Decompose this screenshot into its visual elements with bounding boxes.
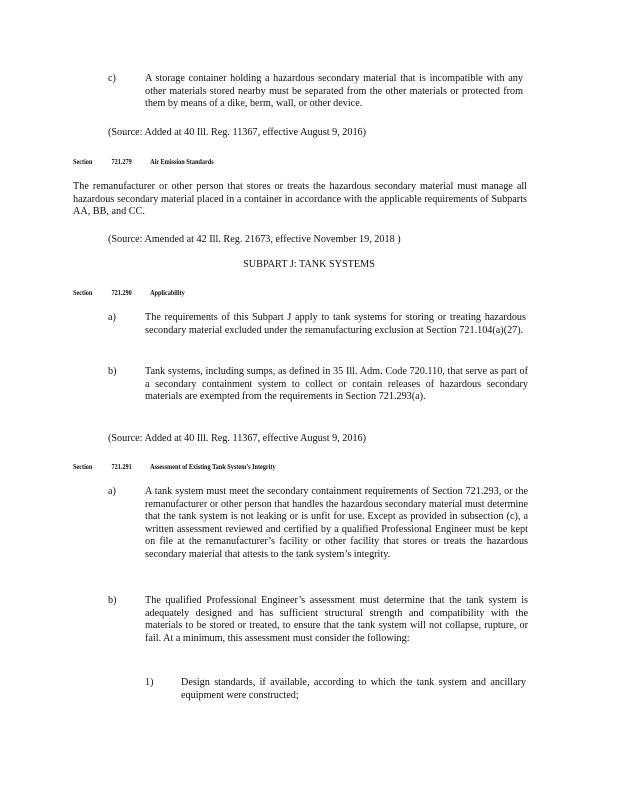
section-number: 721.290 [111,288,132,297]
paragraph-applicability-a: The requirements of this Subpart J apply to tank systems for storing or treating hazardous secondary material excluded under the remanufacturing exclusion at Section 721.104(a)(27). [145,312,526,336]
subsection-label-a: a) [108,312,116,323]
section-title: Applicability [150,288,185,297]
subsection-label-a: a) [108,486,116,497]
source-note-721-278: (Source: Added at 40 Ill. Reg. 11367, effective August 9, 2016) [108,127,367,138]
subsection-label-b: b) [108,595,117,606]
section-header-721-291 [73,461,276,474]
source-note-721-279: (Source: Amended at 42 Ill. Reg. 21673, effective November 19, 2018 ) [108,234,401,245]
section-word: Section [73,288,93,297]
paragraph-c-incompatible-storage: A storage container holding a hazardous secondary material that is incompatible with any other materials stored nearby must be separated from the other materials or protected from them by means of a dike, berm, wall, or other device. [145,73,523,110]
section-header-721-290 [73,287,185,300]
paragraph-integrity-b: The qualified Professional Engineer’s assessment must determine that the tank system is adequately designed and has sufficient structural strength and compatibility with the materials to be stored or treated, to ensure that the tank system will not collapse, rupture, or fail. At a minimum, this assessment must consider the following: [145,595,528,644]
item-label-1: 1) [145,677,154,688]
section-title: Assessment of Existing Tank System’s Integrity [150,462,276,471]
section-title: Air Emission Standards [150,157,214,166]
section-header-721-279 [73,156,214,169]
paragraph-item-1-design-standards: Design standards, if available, according to which the tank system and ancillary equipment were constructed; [181,677,526,701]
subsection-label-b: b) [108,366,117,377]
section-word: Section [73,462,93,471]
source-note-721-290: (Source: Added at 40 Ill. Reg. 11367, effective August 9, 2016) [108,433,367,444]
subsection-label-c: c) [108,73,116,84]
paragraph-applicability-b: Tank systems, including sumps, as defined in 35 Ill. Adm. Code 720.110, that serve as part of a secondary containment system to collect or contain releases of hazardous secondary materials are exempted from the requirements in Section 721.293(a). [145,366,528,403]
section-number: 721.291 [111,462,132,471]
paragraph-air-emission: The remanufacturer or other person that stores or treats the hazardous secondary material must manage all hazardous secondary material placed in a container in accordance with the applicable requirements of Subparts AA, BB, and CC. [73,181,527,218]
section-number: 721.279 [111,157,132,166]
subpart-heading: SUBPART J: TANK SYSTEMS [243,259,375,270]
paragraph-integrity-a: A tank system must meet the secondary containment requirements of Section 721.293, or the remanufacturer or other person that handles the hazardous secondary material must determine that the tank system is not leaking or is unfit for use. Except as provided in subsection (c), a written assessment reviewed and certified by a qualified Professional Engineer must be kept on file at the remanufacturer’s facility or other facility that stores or treats the hazardous secondary material that attests to the tank system’s integrity. [145,486,528,560]
section-word: Section [73,157,93,166]
